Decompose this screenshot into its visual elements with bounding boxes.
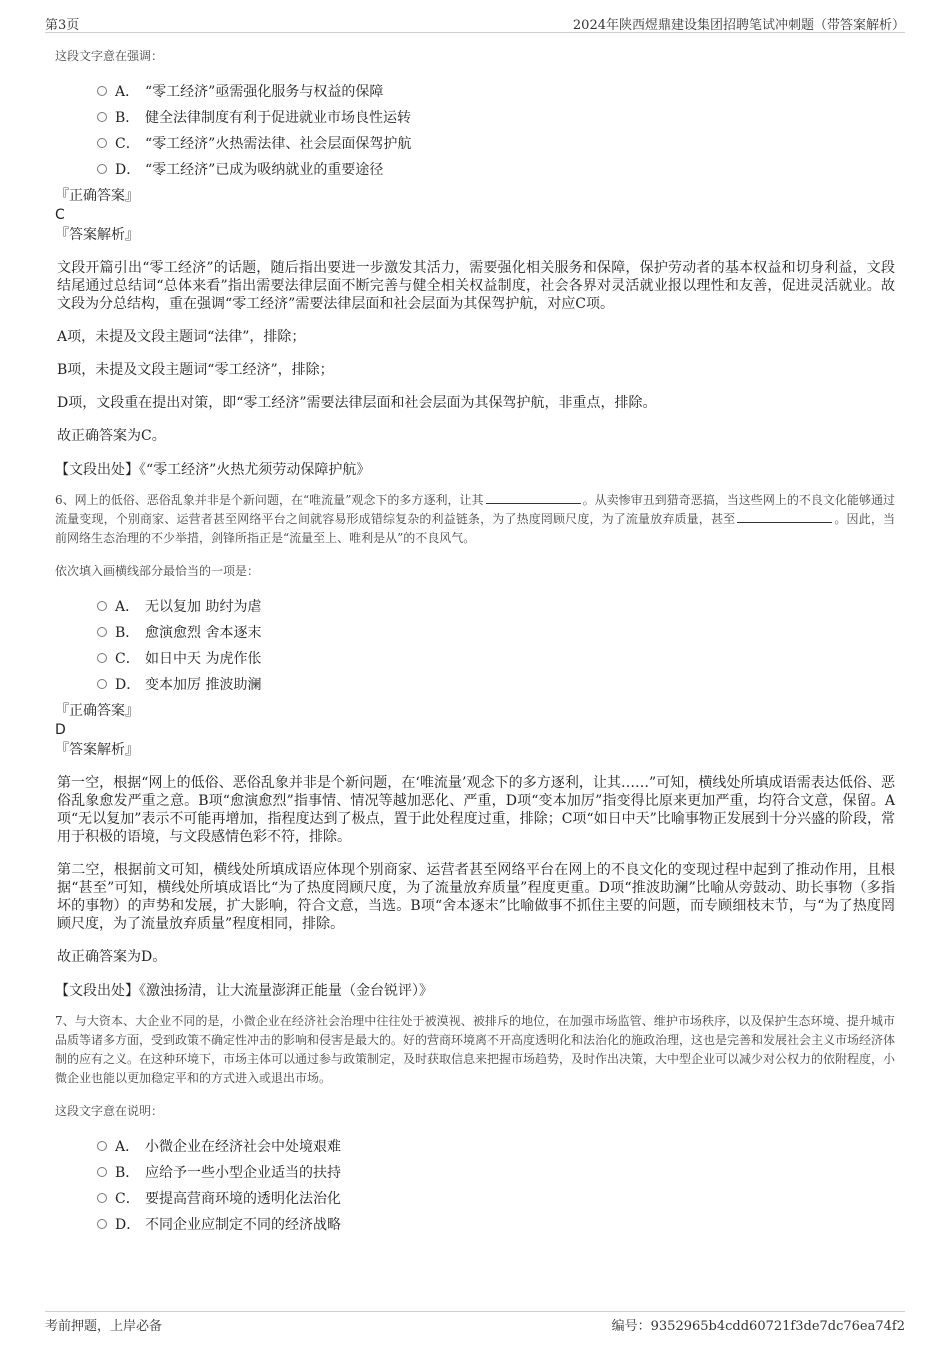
- radio-icon[interactable]: [97, 679, 107, 689]
- q7-prompt: 这段文字意在说明：: [55, 1104, 164, 1118]
- q6-option-d[interactable]: D． 变本加厉 推波助澜: [97, 672, 895, 698]
- q6-option-a[interactable]: A． 无以复加 助纣为虐: [97, 594, 895, 620]
- q5-option-b[interactable]: B． 健全法律制度有利于促进就业市场良性运转: [97, 105, 895, 131]
- analysis-paragraph: 第二空，根据前文可知，横线处所填成语应体现个别商家、运营者甚至网络平台在网上的不良文化的变现过程中起到了推动作用，且根据“甚至”可知，横线处所填成语比“为了热度罔顾尺度，为了流量放弃质量”程度更重。D项“推波助澜”比喻从旁鼓动、助长事物（多指坏的事物）的声势和发展，扩大影响，符合文意，当选。B项“舍本逐末”比喻做事不抓住主要的问题，而专顾细枝末节，与“为了热度罔顾尺度，为了流量放弃质量”程度相同，排除。: [57, 862, 895, 932]
- page-header: [45, 14, 905, 33]
- page-content: [55, 45, 895, 1238]
- radio-icon[interactable]: [97, 112, 107, 122]
- analysis-paragraph: 故正确答案为D。: [57, 949, 167, 965]
- q6-option-b[interactable]: B． 愈演愈烈 舍本逐末: [97, 620, 895, 646]
- q7-options: [55, 1134, 895, 1238]
- q5-options: [55, 79, 895, 183]
- blank-line: [486, 491, 581, 504]
- q6-analysis: [55, 774, 895, 966]
- analysis-paragraph: D项，文段重在提出对策，即“零工经济”需要法律层面和社会层面为其保驾护航，非重点，排除。: [57, 395, 657, 411]
- q6-stem: 6、网上的低俗、恶俗乱象并非是个新问题，在“唯流量”观念下的多方逐利，让其 。从卖惨审丑到猎奇恶搞，当这些网上的不良文化能够通过流量变现，个别商家、运营者甚至网络平台之间就容易形成错综复杂的利益链条，为了热度罔顾尺度，为了流量放弃质量，甚至 。因此，当前网络生态治理的不少举措，剑锋所指正是“流量至上、唯利是从”的不良风气。: [55, 493, 895, 545]
- q5-answer-label: 『正确答案』: [55, 188, 139, 204]
- analysis-paragraph: 第一空，根据“网上的低俗、恶俗乱象并非是个新问题，在‘唯流量’观念下的多方逐利，让其……”可知，横线处所填成语需表达低俗、恶俗乱象愈发严重之意。B项“愈演愈烈”指事情、情况等越加恶化、严重，D项“变本加厉”指变得比原来更加严重，均符合文意，保留。A项“无以复加”表示不可能再增加，指程度达到了极点，置于此处程度过重，排除；C项“如日中天”比喻事物正发展到十分兴盛的阶段，常用于积极的语境，与文段感情色彩不符，排除。: [57, 775, 895, 845]
- analysis-paragraph: 文段开篇引出“零工经济”的话题，随后指出要进一步激发其活力，需要强化相关服务和保障，保护劳动者的基本权益和切身利益，文段结尾通过总结词“总体来看”指出需要法律层面不断完善与健全相关权益制度，社会各界对灵活就业报以理性和友善，促进灵活就业。故文段为分总结构，重在强调“零工经济”需要法律层面和社会层面为其保驾护航，对应C项。: [57, 260, 895, 312]
- radio-icon[interactable]: [97, 86, 107, 96]
- q5-option-c[interactable]: C． “零工经济”火热需法律、社会层面保驾护航: [97, 131, 895, 157]
- q5-option-a[interactable]: A． “零工经济”亟需强化服务与权益的保障: [97, 79, 895, 105]
- radio-icon[interactable]: [97, 138, 107, 148]
- blank-line: [737, 510, 832, 523]
- q5-analysis: [55, 259, 895, 445]
- q7-option-b[interactable]: B． 应给予一些小型企业适当的扶持: [97, 1160, 895, 1186]
- q6-answer: D: [55, 722, 66, 738]
- radio-icon[interactable]: [97, 601, 107, 611]
- q5-source: 【文段出处】《“零工经济”火热尤须劳动保障护航》: [55, 462, 371, 478]
- q7-option-a[interactable]: A． 小微企业在经济社会中处境艰难: [97, 1134, 895, 1160]
- q6-option-c[interactable]: C． 如日中天 为虎作伥: [97, 646, 895, 672]
- q6-source: 【文段出处】《激浊扬清，让大流量澎湃正能量（金台锐评）》: [55, 983, 433, 999]
- q5-answer: C: [55, 207, 65, 223]
- q5-analysis-label: 『答案解析』: [55, 227, 139, 243]
- q7-option-d[interactable]: D． 不同企业应制定不同的经济战略: [97, 1212, 895, 1238]
- document-code: 编号：9352965b4cdd60721f3de7dc76ea74f2: [611, 1319, 905, 1334]
- radio-icon[interactable]: [97, 164, 107, 174]
- radio-icon[interactable]: [97, 1141, 107, 1151]
- q5-prompt: 这段文字意在强调：: [55, 49, 164, 63]
- q5-option-d[interactable]: D． “零工经济”已成为吸纳就业的重要途径: [97, 157, 895, 183]
- q6-prompt: 依次填入画横线部分最恰当的一项是：: [55, 564, 260, 578]
- footer-slogan: 考前押题，上岸必备: [45, 1319, 163, 1334]
- radio-icon[interactable]: [97, 1167, 107, 1177]
- document-title: 2024年陕西煜鼎建设集团招聘笔试冲刺题（带答案解析）: [572, 18, 905, 33]
- q7-option-c[interactable]: C． 要提高营商环境的透明化法治化: [97, 1186, 895, 1212]
- radio-icon[interactable]: [97, 1193, 107, 1203]
- radio-icon[interactable]: [97, 627, 107, 637]
- analysis-paragraph: 故正确答案为C。: [57, 428, 166, 444]
- q6-answer-label: 『正确答案』: [55, 703, 139, 719]
- q6-options: [55, 594, 895, 698]
- radio-icon[interactable]: [97, 1219, 107, 1229]
- page-number: 第3页: [45, 18, 80, 33]
- analysis-paragraph: B项，未提及文段主题词“零工经济”，排除；: [57, 362, 334, 378]
- q6-analysis-label: 『答案解析』: [55, 742, 139, 758]
- page-footer: [45, 1311, 905, 1334]
- q7-stem: 7、与大资本、大企业不同的是，小微企业在经济社会治理中往往处于被漠视、被排斥的地位，在加强市场监管、维护市场秩序，以及保护生态环境、提升城市品质等诸多方面，受到政策不确定性冲击的影响和侵害是最大的。好的营商环境离不开高度透明化和法治化的施政治理，这也是完善和发展社会主义市场经济体制的应有之义。在这种环境下，市场主体可以通过参与政策制定，及时获取信息来把握市场趋势，及时作出决策，大中型企业可以减少对公权力的依附程度，小微企业也能以更加稳定平和的方式进入或退出市场。: [55, 1014, 896, 1085]
- radio-icon[interactable]: [97, 653, 107, 663]
- analysis-paragraph: A项，未提及文段主题词“法律”，排除；: [57, 329, 306, 345]
